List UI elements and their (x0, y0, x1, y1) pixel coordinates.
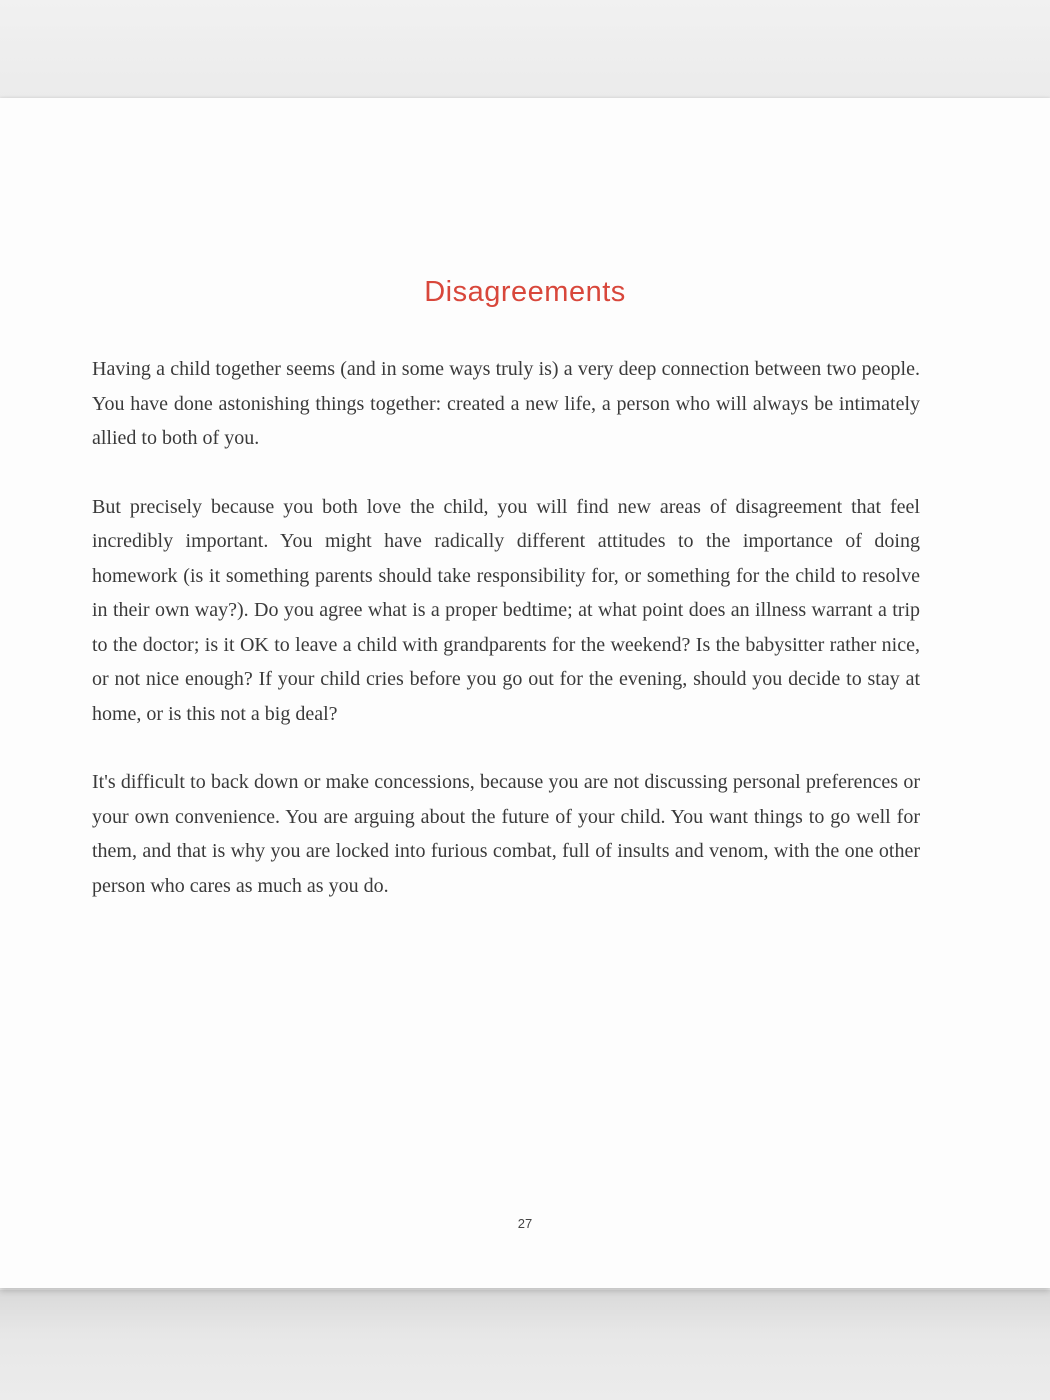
book-page (0, 98, 1050, 1288)
page-title: Disagreements (424, 276, 626, 308)
background-bottom (0, 1290, 1050, 1400)
background-top (0, 0, 1050, 100)
paragraph-2: But precisely because you both love the child, you will find new areas of disagreement that feel incredibly important. You might have radically different attitudes to the importance of doing homework (is it something parents should take responsibility for, or something for the child to resolve in their own way?). Do you agree what is a proper bedtime; at what point does an illness warrant a trip to the doctor; is it OK to leave a child with grandparents for the weekend? Is the babysitter rather nice, or not nice enough? If your child cries before you go out for the evening, should you decide to stay at home, or is this not a big deal? (92, 495, 920, 725)
paragraph-3: It's difficult to back down or make concessions, because you are not discussing personal preferences or your own convenience. You are arguing about the future of your child. You want things to go well for them, and that is why you are locked into furious combat, full of insults and venom, with the one other person who cares as much as you do. (92, 771, 920, 897)
page-number: 27 (517, 1216, 533, 1231)
paragraph-1: Having a child together seems (and in some ways truly is) a very deep connection between two people. You have done astonishing things together: created a new life, a person who will always be intimately allied to both of you. (92, 358, 920, 449)
body-text (92, 352, 920, 937)
